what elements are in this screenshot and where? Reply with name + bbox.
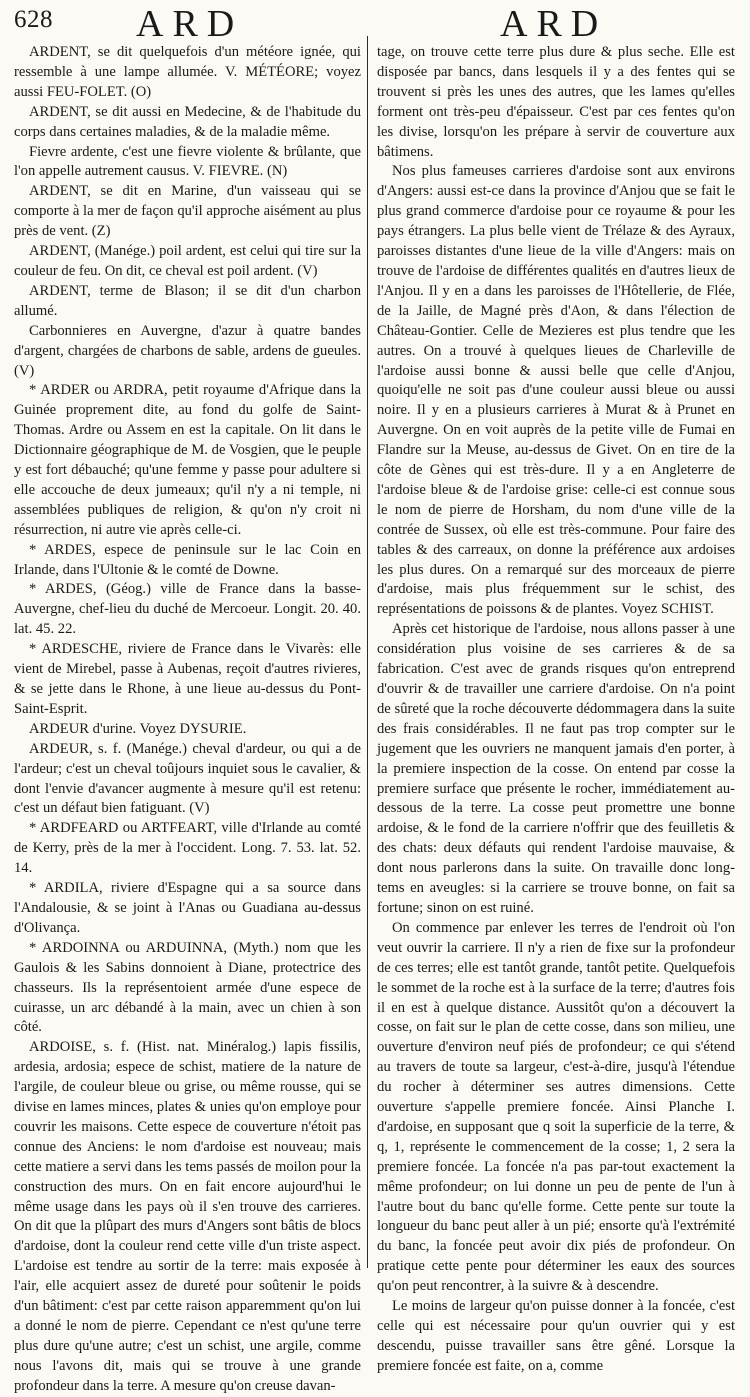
entry-ardent-medecine: ARDENT, se dit aussi en Medecine, & de l'habitude du corps dans certaines maladies, & de la maladie même. xyxy=(14,103,361,140)
left-column xyxy=(14,43,361,1394)
running-head-right: ARD xyxy=(500,3,608,45)
entry-ardent-marine: ARDENT, se dit en Marine, d'un vaisseau qui se comporte à la mer de façon qu'il approche aisément au plus près de vent. (Z) xyxy=(14,183,361,240)
entry-arder: * ARDER ou ARDRA, petit royaume d'Afrique dans la Guinée proprement dite, au fond du golfe de Saint-Thomas. Ardre ou Assem en est la capitale. On lit dans le Dictionnaire géographique de M. de Vosgien, que le peuple y est fort débauché; qu'une femme y passe pour adultere si elle accouche de deux jumeaux; qu'il n'y a ni temple, ni assemblées publiques de religion, & qu'on n'y croit ni résurrection, ni autre vie après celle-ci. xyxy=(14,382,361,538)
right-column xyxy=(377,43,735,1374)
entry-ardent-manege: ARDENT, (Manége.) poil ardent, est celui qui tire sur la couleur de feu. On dit, ce cheval est poil ardent. (V) xyxy=(14,243,361,279)
entry-ardoise: ARDOISE, s. f. (Hist. nat. Minéralog.) lapis fissilis, ardesia, ardosia; espece de schist, matiere de la nature de l'argile, de couleur bleue ou grise, ou même rousse, qui se divise en lames minces, plates & unies qu'on employe pour couvrir les maisons. Cette espece de couverture n'étoit pas connue des Anciens: le nom d'ardoise est nouveau; mais cette matiere a servi dans les tems passés de moilon pour la construction des murs. On en fait encore aujourd'hui le même usage dans les pays où il s'en trouve des carrieres. On dit que la plûpart des murs d'Angers sont bâtis de blocs d'ardoise, dont la couleur rend cette ville d'un triste aspect. L'ardoise est tendre au sortir de la terre: mais exposée à l'air, elle acquiert assez de dureté pour soûtenir le poids d'un bâtiment: c'est par cette raison apparemment qu'on lui a donné le nom de pierre. Cependant ce n'est qu'une terre plus dure qu'une autre; c'est un schist, une argile, comme nous l'avons dit, mais qui se trouve à une grande profondeur dans la terre. A mesure qu'on creuse davan- xyxy=(14,1039,361,1394)
entry-ardent-meteore: ARDENT, se dit quelquefois d'un météore ignée, qui ressemble à une lampe allumée. V. MÉTÉORE; voyez aussi FEU-FOLET. (O) xyxy=(14,44,361,100)
entry-ardesche: * ARDESCHE, riviere de France dans le Vivarès: elle vient de Mirebel, passe à Aubenas, reçoit d'autres rivieres, & se jette dans le Rhone, à une lieue au-dessus du Pont-Saint-Esprit. xyxy=(14,641,361,717)
entry-fievre-ardente: Fievre ardente, c'est une fievre violente & brûlante, que l'on appelle autrement causus. V. FIEVRE. (N) xyxy=(14,143,361,180)
page-header xyxy=(0,4,750,44)
entry-ardent-blason: ARDENT, terme de Blason; il se dit d'un charbon allumé. xyxy=(14,282,361,319)
entry-ardes-irlande: * ARDES, espece de peninsule sur le lac Coin en Irlande, dans l'Ultonie & le comté de Downe. xyxy=(14,541,361,578)
page-number: 628 xyxy=(14,6,53,33)
entry-ardeur-manege: ARDEUR, s. f. (Manége.) cheval d'ardeur, ou qui a de l'ardeur; c'est un cheval toûjours inquiet sous le cavalier, & dont l'envie d'avancer augmente à mesure qu'il est retenu: c'est un défaut bien fatiguant. (V) xyxy=(14,740,361,817)
column-divider xyxy=(367,36,368,1268)
entry-ardeur-urine: ARDEUR d'urine. Voyez DYSURIE. xyxy=(29,720,247,737)
entry-ardes-geog: * ARDES, (Géog.) ville de France dans la basse-Auvergne, chef-lieu du duché de Mercoeur. Longit. 20. 40. lat. 45. 22. xyxy=(14,581,361,638)
entry-ardoinna: * ARDOINNA ou ARDUINNA, (Myth.) nom que les Gaulois & les Sabins donnoient à Diane, protectrice des chasseurs. Ils la représentoient armée d'une espece de cuirasse, un arc débandé à la main, avec un chien à son côté. xyxy=(14,939,361,1036)
paragraph-ouverture: On commence par enlever les terres de l'endroit où l'on veut ouvrir la carriere. Il n'y a rien de fixe sur la profondeur de ces terres; elle est tantôt grande, tantôt petite. Quelquefois le sommet de la roche est à la surface de la terre; d'autres fois il en est à quelque distance. Aussitôt qu'on a découvert la cosse, on fait sur le plan de cette cosse, dans son milieu, une ouverture d'environ neuf piés de profondeur; ce qui s'étend au travers de toute sa largeur, c'est-à-dire, jusqu'à l'étendue du rocher à déterminer ses autres dimensions. Cette ouverture s'appelle premiere foncée. Ainsi Planche I. d'ardoise, en supposant que q soit la superficie de la terre, & q, 1, représente le commencement de la cosse; 1, 2 sera la premiere foncée. La foncée n'a pas par-tout exactement la même profondeur; on lui donne un peu de pente de l'un à l'autre bout du banc qu'elle forme. Cette pente sur toute la longueur du banc peut aller à un pié; ensorte qu'à l'extrémité du banc, la foncée peut avoir dix piés de profondeur. On pratique cette pente pour déterminer les eaux des sources qu'on peut rencontrer, à la suivre & à descendre. xyxy=(377,919,735,1295)
paragraph-fabrication: Après cet historique de l'ardoise, nous allons passer à une considération plus voisine de ses carrieres & de sa fabrication. C'est avec de grands risques qu'on entreprend d'ouvrir & de travailler une carriere d'ardoise. On n'a point de sûreté que la roche découverte dédommagera dans la suite des frais considérables. Il ne faut pas trop compter sur le jugement que les ouvriers ne manquent jamais d'en porter, à la premiere inspection de la cosse. On entend par cosse la premiere surface que présente le rocher, immédiatement au-dessous de la terre. La cosse peut promettre une bonne ardoise, & le fond de la carriere n'offrir que des feuilletis & des chats: deux défauts qui rendent l'ardoise mauvaise, & dont nous parlerons dans la suite. On travaille donc long-tems en aveugles: si la carriere se trouve bonne, on fait sa fortune; sinon on est ruiné. xyxy=(377,621,735,916)
paragraph-foncee: Le moins de largeur qu'on puisse donner à la foncée, c'est celle qui est nécessaire pour qu'un ouvrier qui y est descendu, puisse travailler sans être gêné. Lorsque la premiere foncée est faite, on a, comme xyxy=(377,1298,735,1374)
paragraph-carrieres: Nos plus fameuses carrieres d'ardoise sont aux environs d'Angers: aussi est-ce dans la province d'Anjou que se fait le plus grand commerce d'ardoise pour ce royaume & pour les pays étrangers. La plus belle vient de Trélaze & des Ayraux, paroisses distantes d'une lieue de la ville d'Angers: mais on trouve de l'ardoise de différentes qualités en d'autres lieux de l'Anjou. Il y en a dans les paroisses de l'Hôtellerie, de Flée, de la Jaille, de Magné près d'Aon, & dans l'élection de Château-Gontier. Celle de Mezieres est plus tendre que les autres. On a trouvé à quelques lieues de Charleville de l'ardoise aussi bonne & aussi belle que celle d'Anjou, quoiqu'elle ne soit pas d'une couleur aussi bleue ou aussi noire. Il y en a plusieurs carrieres à Murat & à Prunet en Auvergne. On en voit auprès de la petite ville de Fumai en Flandre sur la Meuse, au-dessus de Givet. On en tire de la côte de Gènes qui est très-dure. Il y a en Angleterre de l'ardoise bleue & de l'ardoise grise: celle-ci est connue sous le nom de pierre de Horsham, du nom d'une ville de la contrée de Sussex, où elle est très-commune. Pour faire des tables & des carreaux, on donne la préférence aux ardoises les plus dures. On a remarqué sur des morceaux de pierre d'ardoise, mais plus fréquemment sur le schist, des représentations de poissons & de plantes. Voyez SCHIST. xyxy=(377,163,735,618)
entry-carbonnieres: Carbonnieres en Auvergne, d'azur à quatre bandes d'argent, chargées de charbons de sable, ardens de gueules. (V) xyxy=(14,322,361,379)
running-head-left: ARD xyxy=(136,3,244,45)
entry-ardila: * ARDILA, riviere d'Espagne qui a sa source dans l'Andalousie, & se joint à l'Anas ou Guadiana au-dessus d'Olivança. xyxy=(14,880,361,936)
entry-ardfeard: * ARDFEARD ou ARTFEART, ville d'Irlande au comté de Kerry, près de la mer à l'occident. Long. 7. 53. lat. 52. 14. xyxy=(14,820,361,877)
ardoise-continuation: tage, on trouve cette terre plus dure & plus seche. Elle est disposée par bancs, dans lesquels il y a des fentes qui se trouvent si près les unes des autres, que les lames qu'elles forment ont très-peu d'épaisseur. C'est par ces fentes qu'on les divise, lorsqu'on les prépare à servir de couverture aux bâtimens. xyxy=(377,44,735,160)
